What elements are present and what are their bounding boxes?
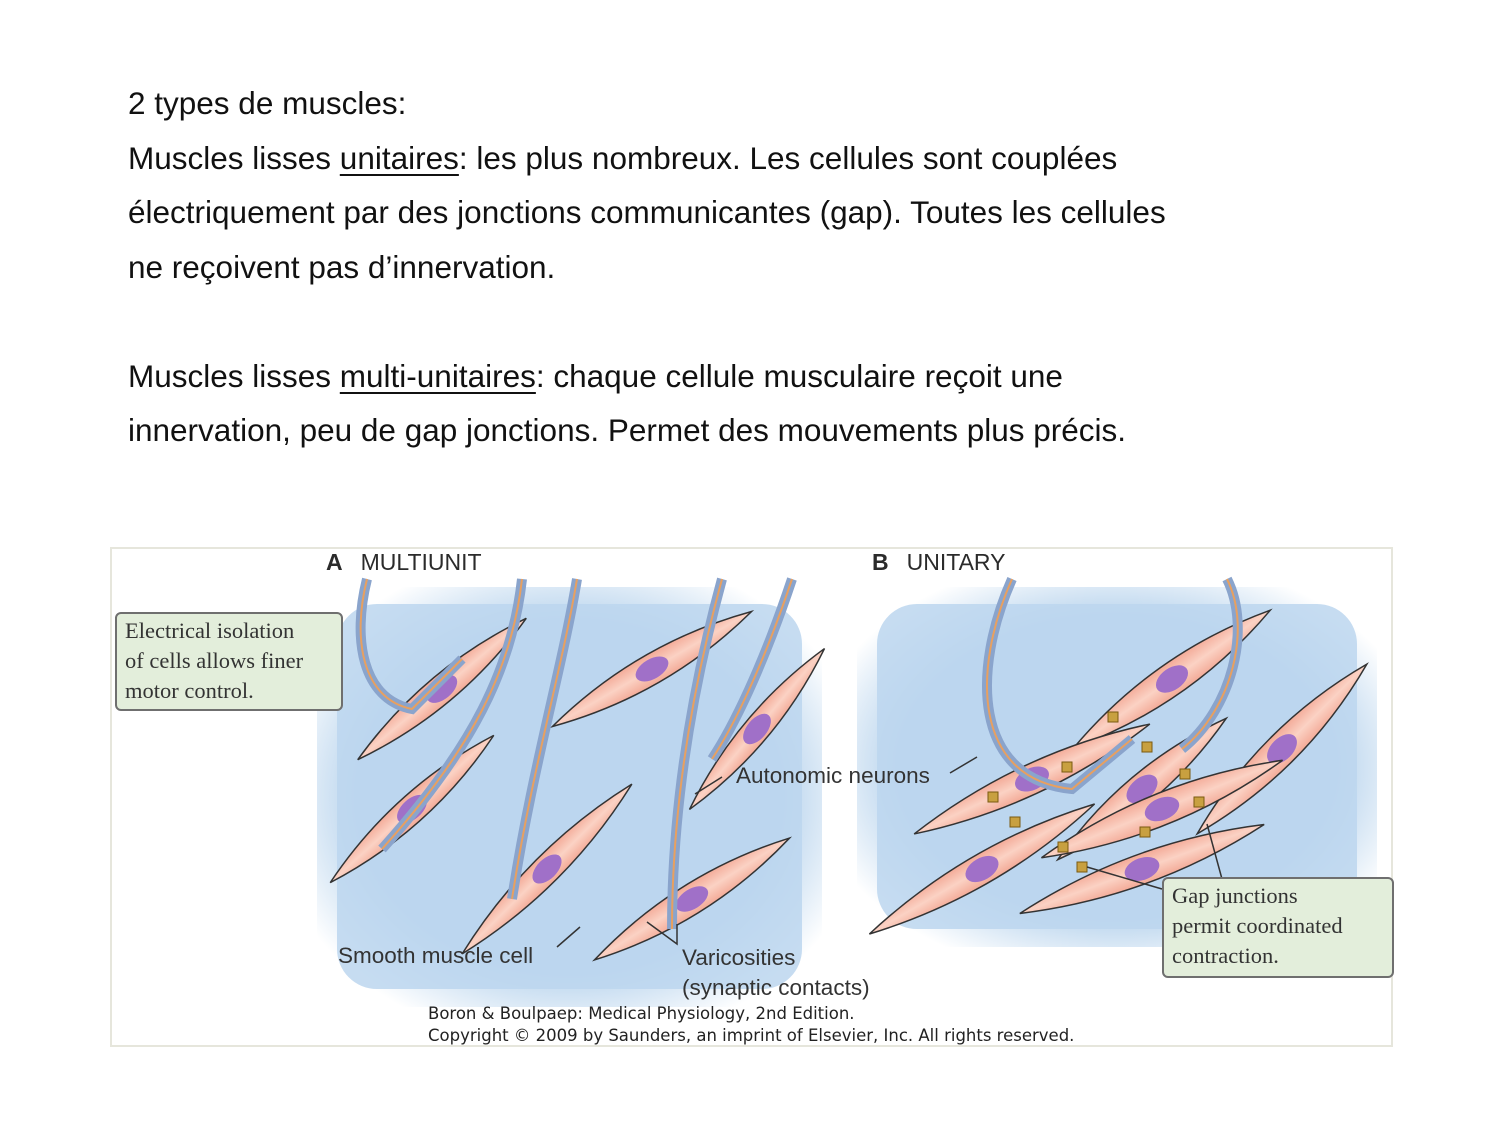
panel-a-letter: A: [326, 549, 343, 575]
multiunit-prefix: Muscles lisses: [128, 357, 340, 394]
credit-line-1: Boron & Boulpaep: Medical Physiology, 2nd Edition.: [428, 1004, 855, 1023]
note-right-line-1: Gap junctions: [1172, 883, 1298, 908]
panel-a-title: [326, 549, 482, 576]
figure-credit: [428, 1003, 1074, 1047]
note-right-line-3: contraction.: [1172, 943, 1279, 968]
smooth-muscle-figure: [110, 547, 1393, 1047]
unitary-line-2: électriquement par des jonctions communicantes (gap). Toutes les cellules: [128, 194, 1166, 230]
unitary-desc-a: : les plus nombreux. Les cellules sont couplées: [458, 139, 1118, 176]
note-gap-junctions: [1162, 877, 1394, 978]
panel-b-title: [872, 549, 1005, 576]
note-electrical-isolation: [115, 612, 343, 711]
multiunit-line-2: innervation, peu de gap jonctions. Permet des mouvements plus précis.: [128, 412, 1127, 448]
unitary-line-3: ne reçoivent pas d’innervation.: [128, 248, 556, 285]
note-right-line-2: permit coordinated: [1172, 913, 1343, 938]
label-autonomic-neurons: Autonomic neurons: [736, 763, 930, 788]
label-varicosities: [682, 943, 870, 1003]
unitary-prefix: Muscles lisses: [128, 139, 340, 176]
varicosities-line-1: Varicosities: [682, 945, 796, 970]
multiunit-line-1: [128, 349, 1428, 404]
multiunit-term: multi-unitaires: [339, 357, 536, 394]
multiunit-desc-a: : chaque cellule musculaire reçoit une: [535, 357, 1063, 394]
note-left-line-2: of cells allows finer: [125, 648, 304, 673]
note-left-line-3: motor control.: [125, 678, 254, 703]
unitary-line-1: [128, 131, 1428, 186]
panel-b-name: UNITARY: [906, 549, 1006, 575]
heading-line: 2 types de muscles:: [128, 85, 407, 121]
note-left-line-1: Electrical isolation: [125, 618, 295, 643]
paragraph-spacer: [128, 294, 1428, 349]
varicosities-line-2: (synaptic contacts): [682, 975, 870, 1000]
panel-b-letter: B: [872, 549, 889, 575]
credit-line-2: Copyright © 2009 by Saunders, an imprint of Elsevier, Inc. All rights reserved.: [428, 1026, 1075, 1045]
unitary-term: unitaires: [339, 139, 459, 176]
panel-a-name: MULTIUNIT: [360, 549, 482, 575]
label-smooth-muscle-cell: Smooth muscle cell: [338, 943, 534, 968]
slide-text: [128, 76, 1428, 458]
